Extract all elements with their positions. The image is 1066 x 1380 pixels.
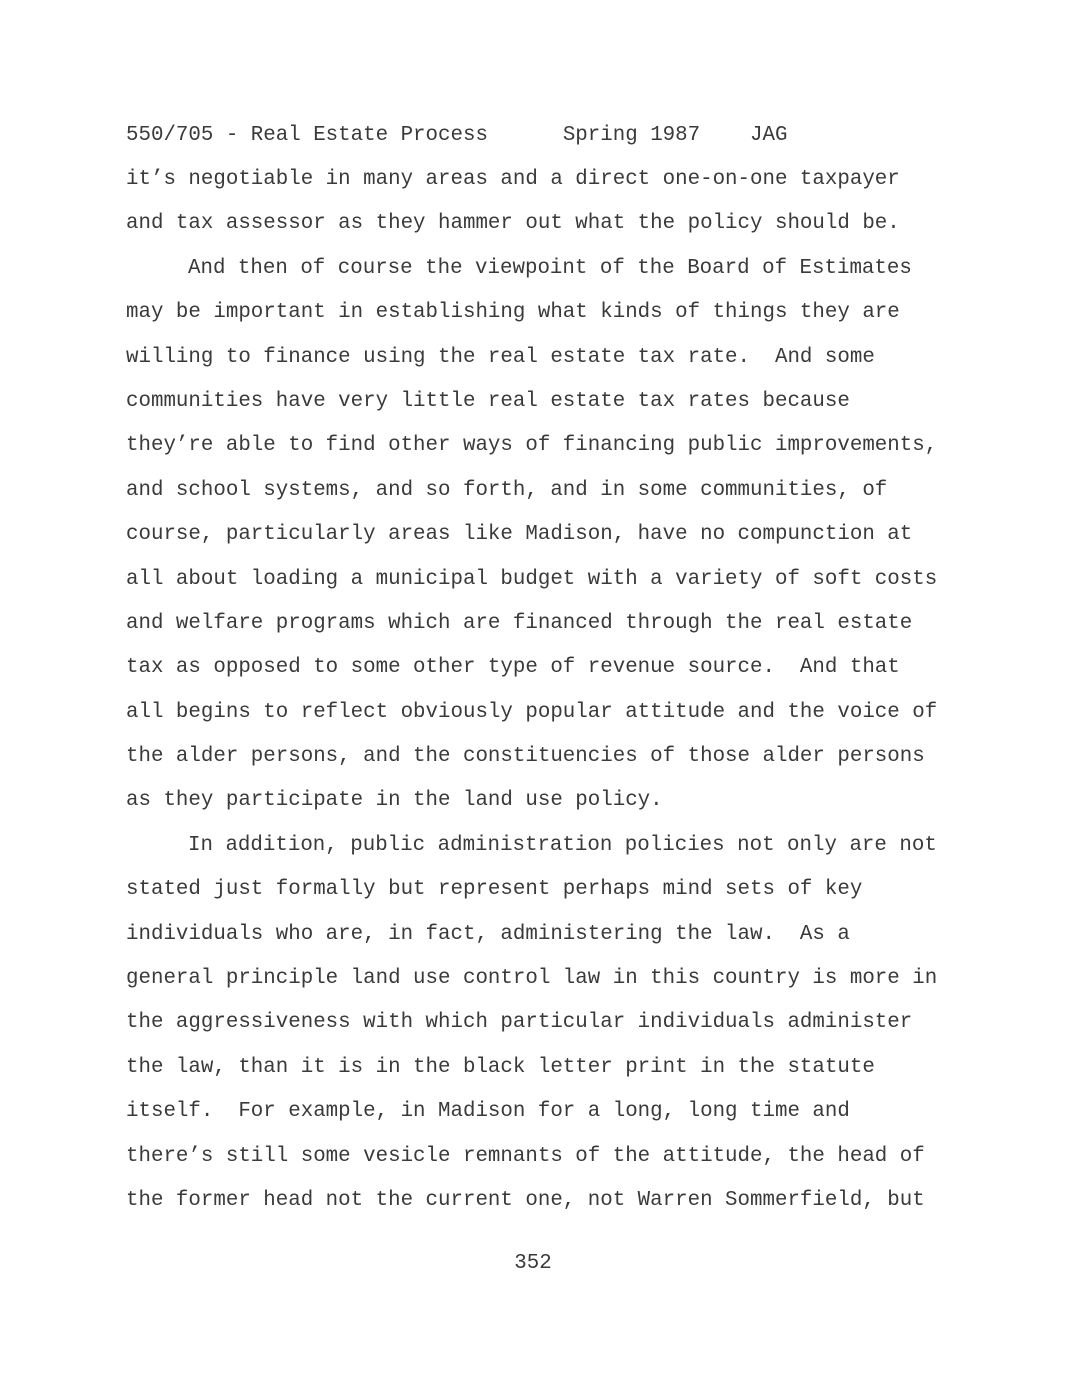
text-line: all about loading a municipal budget with a variety of soft costs bbox=[126, 567, 938, 591]
text-line: and school systems, and so forth, and in some communities, of bbox=[126, 478, 888, 502]
text-line: general principle land use control law in this country is more in bbox=[126, 967, 938, 991]
text-line: the alder persons, and the constituencies of those alder persons bbox=[126, 745, 925, 769]
text-line: course, particularly areas like Madison, have no compunction at bbox=[126, 523, 913, 547]
text-line: itself. For example, in Madison for a long, long time and bbox=[126, 1100, 850, 1124]
text-line: willing to finance using the real estate tax rate. And some bbox=[126, 345, 875, 369]
text-line-paragraph-start: In addition, public administration policies not only are not bbox=[188, 833, 937, 857]
text-line: the law, than it is in the black letter print in the statute bbox=[126, 1055, 875, 1079]
header-initials: JAG bbox=[750, 124, 788, 147]
text-line: as they participate in the land use policy. bbox=[126, 789, 663, 813]
page-number: 352 bbox=[514, 1252, 552, 1275]
text-line: individuals who are, in fact, administering the law. As a bbox=[126, 922, 850, 946]
body-text bbox=[126, 168, 956, 1233]
running-header bbox=[126, 124, 788, 148]
text-line: all begins to reflect obviously popular attitude and the voice of bbox=[126, 700, 938, 724]
text-line: they’re able to find other ways of financing public improvements, bbox=[126, 434, 938, 458]
text-line: tax as opposed to some other type of revenue source. And that bbox=[126, 656, 900, 680]
text-line: the aggressiveness with which particular individuals administer bbox=[126, 1011, 913, 1035]
text-line: and welfare programs which are financed through the real estate bbox=[126, 611, 913, 635]
text-line: and tax assessor as they hammer out what the policy should be. bbox=[126, 212, 900, 236]
header-course: 550/705 - Real Estate Process bbox=[126, 124, 488, 147]
text-line: may be important in establishing what kinds of things they are bbox=[126, 301, 900, 325]
text-line: it’s negotiable in many areas and a direct one-on-one taxpayer bbox=[126, 168, 900, 191]
text-line-paragraph-start: And then of course the viewpoint of the Board of Estimates bbox=[188, 256, 912, 280]
header-term: Spring 1987 bbox=[562, 124, 701, 147]
text-line: stated just formally but represent perhaps mind sets of key bbox=[126, 878, 863, 902]
text-line: communities have very little real estate tax rates because bbox=[126, 389, 850, 413]
text-line: the former head not the current one, not Warren Sommerfield, but bbox=[126, 1188, 925, 1212]
text-line: there’s still some vesicle remnants of the attitude, the head of bbox=[126, 1144, 925, 1168]
